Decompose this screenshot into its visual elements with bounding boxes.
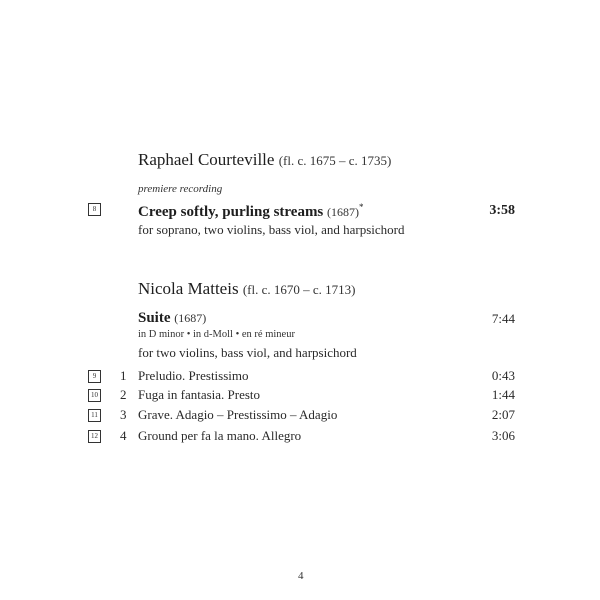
work-year: (1687): [327, 205, 360, 219]
work-title-text: Suite: [138, 310, 171, 326]
track-number-box: 12: [88, 430, 101, 443]
movement-number: 1: [120, 368, 127, 383]
track-number-box: 11: [88, 409, 101, 422]
work-title-creep-softly: [138, 202, 364, 221]
movement-title: Preludio. Prestissimo: [138, 368, 249, 383]
movement-number: 4: [120, 428, 127, 443]
work-duration: 7:44: [491, 311, 515, 326]
track-number-box: 9: [88, 370, 101, 383]
movement-duration: 3:06: [491, 428, 515, 443]
track-number-box: 8: [88, 203, 101, 216]
movement-title: Grave. Adagio – Prestissimo – Adagio: [138, 407, 338, 422]
composer-heading-courteville: [138, 150, 391, 170]
work-scoring: for two violins, bass viol, and harpsichord: [138, 345, 357, 360]
work-scoring: for soprano, two violins, bass viol, and harpsichord: [138, 222, 405, 237]
movement-duration: 2:07: [491, 407, 515, 422]
page-number: 4: [298, 570, 304, 582]
composer-name: Nicola Matteis: [138, 279, 239, 298]
track-number-box: 10: [88, 389, 101, 402]
movement-number: 3: [120, 407, 127, 422]
work-title-suite: [138, 310, 206, 327]
movement-duration: 0:43: [491, 368, 515, 383]
movement-duration: 1:44: [491, 387, 515, 402]
movement-title: Ground per fa la mano. Allegro: [138, 428, 302, 443]
work-year: (1687): [174, 311, 207, 325]
composer-dates: (fl. c. 1670 – c. 1713): [242, 282, 356, 297]
footnote-mark: *: [359, 202, 364, 212]
work-key: in D minor • in d-Moll • en ré mineur: [138, 329, 295, 340]
movement-number: 2: [120, 387, 127, 402]
composer-dates: (fl. c. 1675 – c. 1735): [278, 153, 392, 168]
work-title-text: Creep softly, purling streams: [138, 204, 324, 220]
work-duration: 3:58: [489, 203, 515, 218]
premiere-note: premiere recording: [138, 183, 223, 195]
composer-name: Raphael Courteville: [138, 150, 275, 169]
composer-heading-matteis: [138, 279, 355, 299]
movement-title: Fuga in fantasia. Presto: [138, 387, 261, 402]
